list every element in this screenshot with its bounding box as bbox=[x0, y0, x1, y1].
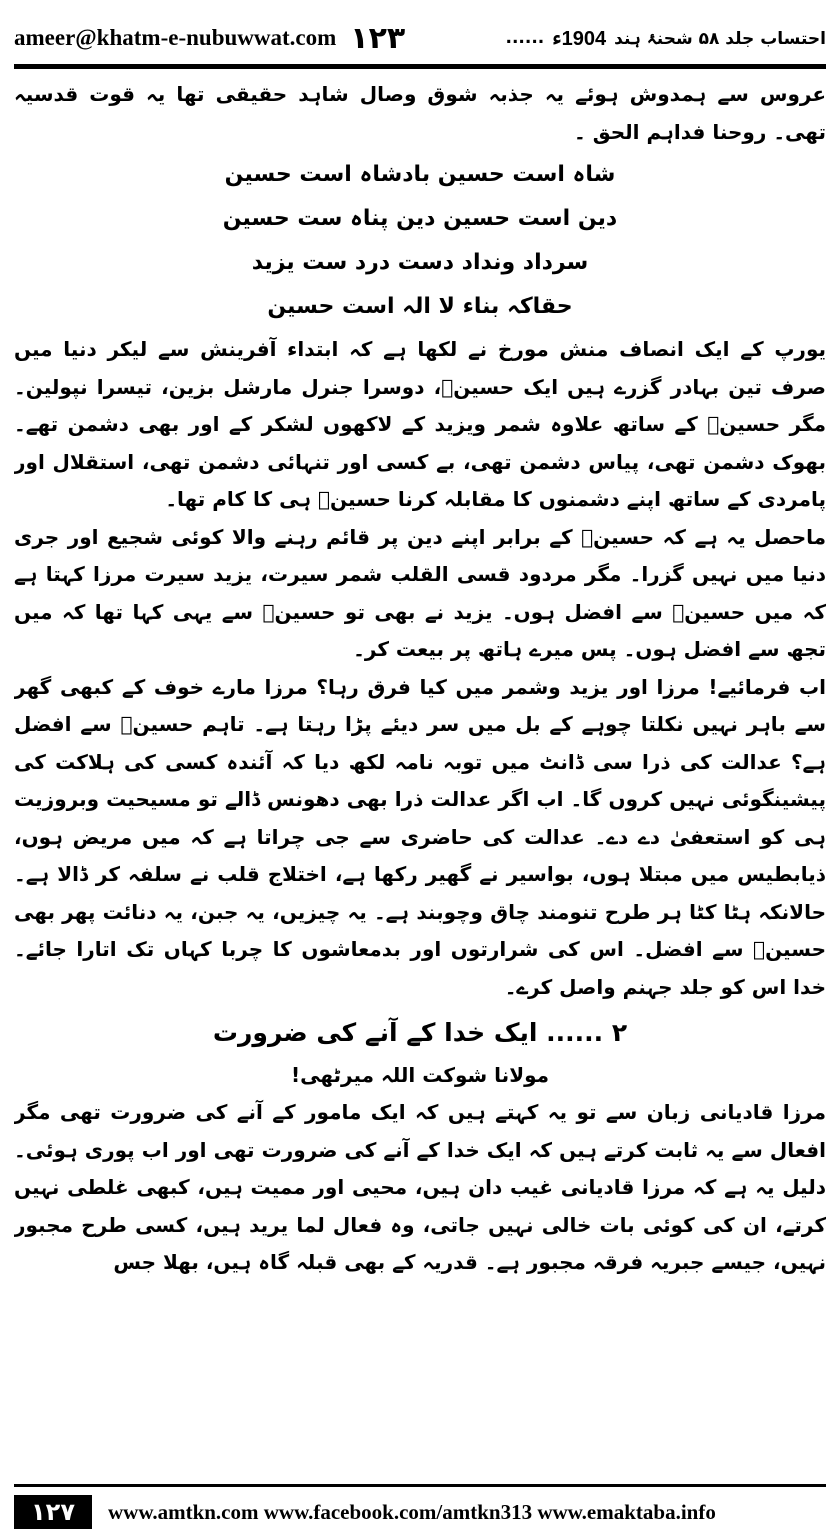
header-dots: ...... bbox=[505, 28, 545, 48]
header-rule bbox=[14, 64, 826, 69]
page-header bbox=[14, 18, 826, 58]
opening-line: عروس سے ہمدوش ہوئے یہ جذبہ شوق وصال شاہد حقیقی تھا یہ قوت قدسیہ تھی۔ روحنا فداہم الحق ۔ bbox=[14, 82, 826, 144]
header-email[interactable]: ameer@khatm-e-nubuwwat.com bbox=[14, 25, 337, 50]
header-year: 1904ء bbox=[552, 27, 607, 50]
header-page-number: ۱۲۳ bbox=[350, 20, 406, 56]
poem-line: شاہ است حسین بادشاہ است حسین bbox=[224, 162, 616, 187]
poem-line: حقاکہ بناء لا الہ است حسین bbox=[267, 294, 573, 319]
footer-rule bbox=[14, 1484, 826, 1487]
paragraph-4: مرزا قادیانی زبان سے تو یہ کہتے ہیں کہ ایک مامور کے آنے کی ضرورت تھی مگر افعال سے یہ ثابت کرتے ہیں کہ ایک خدا کے آنے کی ضرورت تھی اور اب پوری ہوئی۔ دلیل یہ ہے کہ مرزا قادیانی غیب دان ہیں، محیی اور ممیت ہیں، کبھی غلطی نہیں کرتے، ان کی کوئی بات خالی نہیں جاتی، وہ فعال لما یرید ہیں، کسی طرح مجبور نہیں، جیسے جبریہ فرقہ مجبور ہے۔ قدریہ کے بھی قبلہ گاہ ہیں، بھلا جس bbox=[14, 1100, 826, 1274]
poem-line: دین است حسین دین پناہ ست حسین bbox=[222, 206, 618, 231]
page-footer bbox=[14, 1494, 826, 1530]
paragraph-2: ماحصل یہ ہے کہ حسینؓ کے برابر اپنے دین پر قائم رہنے والا کوئی شجیع اور جری دنیا میں نہیں گزرا۔ مگر مردود قسی القلب شمر سیرت، یزید سیرت مرزا کہتا ہے کہ میں حسینؓ سے افضل ہوں۔ یزید نے بھی تو حسینؓ سے یہی کہا تھا کہ میں تجھ سے افضل ہوں۔ پس میرے ہاتھ پر بیعت کر۔ bbox=[14, 524, 826, 661]
header-right bbox=[506, 26, 827, 51]
section-author: مولانا شوکت اللہ میرٹھی! bbox=[290, 1063, 550, 1087]
footer-page-number: ۱۲۷ bbox=[14, 1495, 92, 1529]
section-heading: ۲ ...... ایک خدا کے آنے کی ضرورت bbox=[212, 1018, 628, 1047]
paragraph-3: اب فرمائیے! مرزا اور یزید وشمر میں کیا فرق رہا؟ مرزا مارے خوف کے کبھی گھر سے باہر نہیں نکلتا چوہے کے بل میں سر دیئے پڑا رہتا ہے۔ تاہم حسینؓ سے افضل ہے؟ عدالت کی ذرا سی ڈانٹ میں توبہ نامہ لکھ دیا کہ آئندہ کسی کی ہلاکت کی پیشینگوئی نہیں کروں گا۔ اب اگر عدالت ذرا بھی دھونس ڈالے تو مسیحیت وبروزیت ہی کو استعفیٰ دے دے۔ عدالت کی حاضری سے جی چراتا ہے کہ میں مریض ہوں، ذیابطیس میں مبتلا ہوں، بواسیر نے گھیر رکھا ہے، اختلاج قلب نے سلفہ کر ڈالا ہے۔ حالانکہ ہٹا کٹا ہر طرح تنومند چاق وچوبند ہے۔ یہ چیزیں، یہ جبن، یہ دنائت پھر بھی حسینؓ سے افضل۔ اس کی شرارتوں اور بدمعاشوں کا چربا کہاں تک اتارا جائے۔ خدا اس کو جلد جہنم واصل کرے۔ bbox=[14, 674, 826, 999]
paragraph-1: یورپ کے ایک انصاف منش مورخ نے لکھا ہے کہ ابتداء آفرینش سے لیکر دنیا میں صرف تین بہادر گزرے ہیں ایک حسینؓ، دوسرا جنرل مارشل بزین، تیسرا نپولین۔ مگر حسینؓ کے ساتھ علاوہ شمر ویزید کے لاکھوں لشکر کے اور بھی دشمن تھے۔ بھوک دشمن تھی، پیاس دشمن تھی، بے کسی اور تنہائی دشمن تھی، استقلال اور پامردی کے ساتھ اپنے دشمنوں کا مقابلہ کرنا حسینؓ ہی کا کام تھا۔ bbox=[14, 337, 826, 511]
poem-line: سرداد ونداد دست درد ست یزید bbox=[251, 250, 589, 275]
header-left bbox=[14, 21, 405, 56]
footer-links[interactable]: www.amtkn.com www.facebook.com/amtkn313 www.emaktaba.info bbox=[108, 1499, 716, 1524]
book-title: احتساب جلد ۵۸ شحنۂ ہند bbox=[614, 28, 826, 49]
page-body bbox=[14, 76, 826, 1466]
poem bbox=[14, 153, 826, 329]
